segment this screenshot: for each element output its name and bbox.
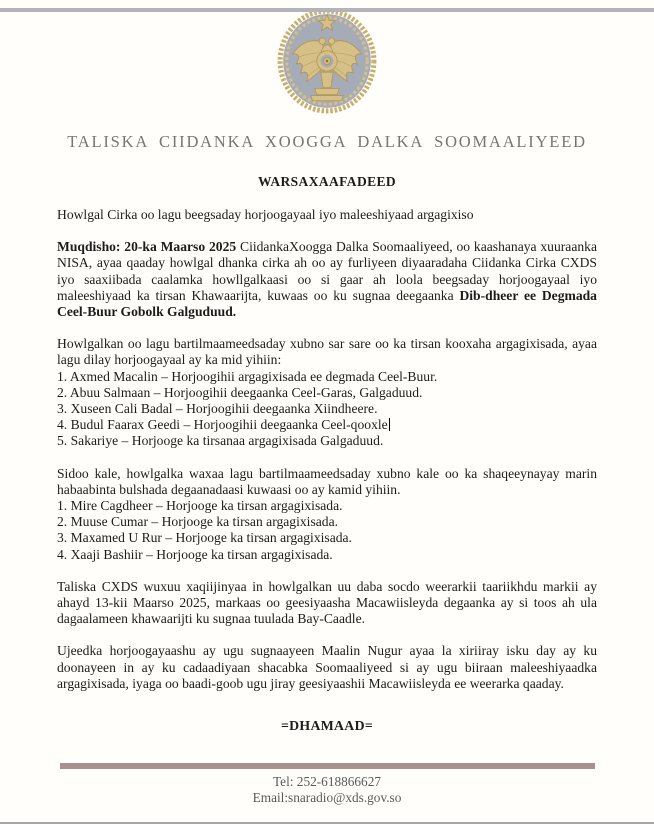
- paragraph-confirmation: Taliska CXDS wuxuu xaqiijinyaa in howlgalkan uu daba socdo weerarkii taariikhdu markii ay ahayd 13-kii Maarso 2025, markaas oo geesiyaasha Macawiisleyda degaanka ay si toos ah ula dagaalameen khawaarijti ku sugnaa tuulada Bay-Caadle.: [57, 578, 597, 627]
- contact-phone: Tel: 252-618866627: [272, 774, 382, 789]
- headline-line: Howlgal Cirka oo lagu beegsaday horjoogayaal iyo maleeshiyaad argagixiso: [57, 207, 474, 222]
- list-item: 1. Axmed Macalin – Horjoogihii argagixisada ee degmada Ceel-Buur.: [57, 368, 438, 384]
- window-top-edge: [0, 8, 654, 12]
- other-members-list: [57, 498, 597, 563]
- list-item: 1. Mire Cagdheer – Horjooge ka tirsan argagixisada.: [57, 498, 343, 514]
- document-page: [0, 8, 654, 734]
- list-item: 3. Maxamed U Rur – Horjooge ka tirsan argagixisada.: [57, 530, 352, 546]
- footer-separator-line: [60, 763, 595, 769]
- location-bold: Dib-dheer ee Degmada Ceel-Buur Gobolk Galguduud.: [57, 287, 597, 320]
- press-release-heading: WARSAXAAFADEED: [257, 174, 397, 189]
- page-footer: [0, 763, 654, 806]
- list-item-text: 4. Budul Faarax Geedi – Horjoogihii deegaanka Ceel-qooxle: [57, 417, 388, 433]
- list-item: 3. Xuseen Cali Badal – Horjoogihii deegaanka Xiindheere.: [57, 401, 378, 417]
- text-cursor: [389, 418, 391, 431]
- army-crest-icon: [276, 8, 378, 114]
- dateline-bold: Muqdisho: 20-ka Maarso 2025: [57, 239, 237, 255]
- contact-email: Email:snaradio@xds.gov.so: [252, 790, 402, 805]
- paragraph-dateline: [57, 239, 597, 320]
- killed-leaders-list: [57, 369, 597, 450]
- list-item: 2. Muuse Cumar – Horjooge ka tirsan argagixisada.: [57, 514, 339, 530]
- paragraph-purpose: Ujeedka horjoogayaashu ay ugu sugnaayeen Maalin Nugur ayaa la xiriiray isku day ay ku doonayeen in ay ku cadaadiyaan shacabka Soomaaliyeed si ay ugu biiraan maleeshiyaadka argagixisada, iyaga oo baadi-goob ugu jiray geesiyaashii Macawiisleyda ee weerarka qaaday.: [57, 643, 597, 691]
- list-item: [57, 417, 597, 433]
- paragraph-other-members-intro: Sidoo kale, howlgalka waxaa lagu bartilmaameedsaday xubno kale oo ka shaqeeynayay marin habaabinta bulshada degaanadaasi kuwaasi oo ay kamid yihiin.: [57, 465, 597, 497]
- list-item: 4. Xaaji Bashiir – Horjooge ka tirsan argagixisada.: [57, 546, 333, 562]
- paragraph-targets-intro: Howlgalkan oo lagu bartilmaameedsaday xubno sar sare oo ka tirsan kooxaha argagixisada, ayaa lagu dilay horjoogayaal ay ka mid yihiin:: [57, 336, 597, 368]
- end-of-release-mark: =DHAMAAD=: [281, 718, 373, 734]
- list-item: 5. Sakariye – Horjooge ka tirsanaa argagixisada Galgaduud.: [57, 433, 384, 449]
- document-body: [57, 207, 597, 734]
- list-item: 2. Abuu Salmaan – Horjoogihii deegaanka Ceel-Garas, Galgaduud.: [57, 384, 423, 400]
- somali-armed-forces-emblem: [276, 8, 378, 114]
- organization-title: TALISKA CIIDANKA XOOGGA DALKA SOOMAALIYEED: [67, 132, 587, 151]
- paragraph-dateline-text: CiidankaXoogga Dalka Soomaaliyeed, oo kaashanaya xuuraanka NISA, ayaa qaaday howlgal dhanka cirka ah oo ay furliyeen diyaaradaha Ciidanka Cirka CXDS iyo saaxiibada caalamka howllgalkaasi oo si gaar ah loola beegsaday horjoogayaal iyo maleeshiyaad ka tirsan Khawaarijta, kuwaas oo ku sugnaa deegaanka: [57, 239, 598, 303]
